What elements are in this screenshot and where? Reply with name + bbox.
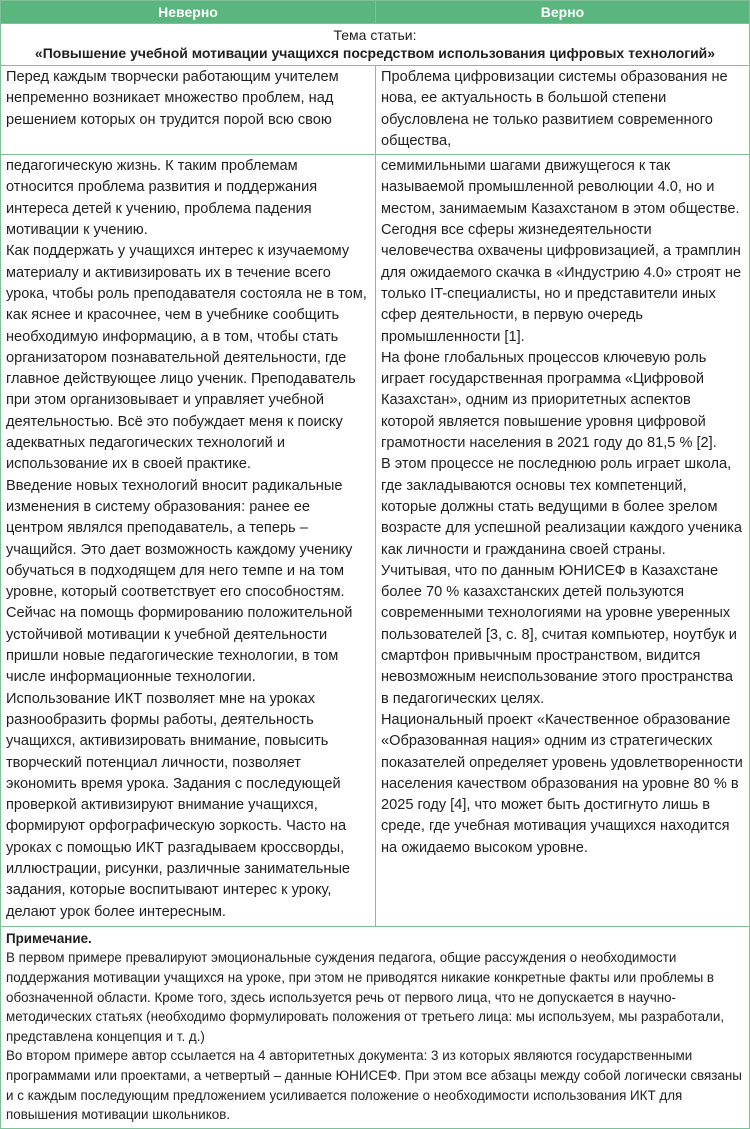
wrong-paragraph: педагогическую жизнь. К таким проблемам относится проблема развития и поддержания интереса детей к учению, проблема падения мотивации к учению. — [6, 158, 318, 239]
right-paragraph: Национальный проект «Качественное образование «Образованная нация» одним из стратегических показателей определяет уровень удовлетворенности населения качеством образования на уровне 80 % в 2025 году [4], что может быть достигнуто лишь в среде, где учебная мотивация учащихся находится на ожидаемо высоком уровне. — [381, 711, 743, 856]
wrong-paragraph: Сейчас на помощь формированию положительной устойчивой мотивации к учебной деятельности пришли новые педагогические технологии, в том числе информационные технологии. — [6, 605, 353, 686]
topic-title: «Повышение учебной мотивации учащихся посредством использования цифровых технологий» — [34, 45, 716, 61]
note-paragraph: Во втором примере автор ссылается на 4 авторитетных документа: 3 из которых являются государственными программами или проектами, а четвертый – данные ЮНИСЕФ. При этом все абзацы между собой логически связаны и с каждым последующим предложением усиливается положение о необходимости использования ИКТ для повышения мотивации школьников. — [6, 1048, 742, 1123]
header-row — [1, 1, 750, 24]
body-wrong — [1, 155, 376, 927]
wrong-paragraph: Как поддержать у учащихся интерес к изучаемому материалу и активизировать их в течение всего урока, чтобы роль преподавателя состояла не в том, как яснее и красочнее, чем в учебнике сообщить необходимую информацию, а в том, чтобы стать организатором познавательной деятельности, где главное действующее лицо ученик. Преподаватель при этом организовывает и управляет учебной деятельностью. Всё это побуждает меня к поиску адекватных педагогических технологий и использование их в своей практике. — [6, 243, 367, 473]
header-right: Верно — [376, 1, 750, 24]
intro-wrong: Перед каждым творчески работающим учителем непременно возникает множество проблем, над решением которых он трудится порой всю свою — [1, 66, 376, 155]
right-paragraph: семимильными шагами движущегося к так называемой промышленной революции 4.0, но и местом, занимаемым Казахстаном в этом обществе. — [381, 158, 740, 217]
right-paragraph: В этом процессе не последнюю роль играет школа, где закладываются основы тех компетенций, которые должны стать ведущими в более зрелом возрасте для успешной реализации каждого ученика как личности и гражданина своей страны. — [381, 456, 742, 558]
note-row — [1, 926, 750, 1128]
wrong-paragraph: Введение новых технологий вносит радикальные изменения в систему образования: ранее ее центром являлся преподаватель, а теперь – учащийся. Это дает возможность каждому ученику обучаться в подходящем для него темпе и на том уровне, который соответствует его способностям. — [6, 477, 353, 601]
intro-row — [1, 66, 750, 155]
body-right — [376, 155, 750, 927]
wrong-paragraph: Использование ИКТ позволяет мне на уроках разнообразить формы работы, деятельность учащихся, активизировать внимание, повысить творческий потенциал личности, позволяет экономить время урока. Задания с последующей проверкой активизируют внимание учащихся, формируют орфографическую зоркость. Часто на уроках с помощью ИКТ разгадываем кроссворды, иллюстрации, рисунки, различные занимательные задания, которые воспитывают интерес к уроку, делают урок более интересным. — [6, 690, 351, 920]
right-paragraph: Учитывая, что по данным ЮНИСЕФ в Казахстане более 70 % казахстанских детей пользуются современными технологиями на уровне уверенных пользователей [3, с. 8], считая компьютер, ноутбук и смартфон привычным пространством, видится невозможным неиспользование этого пространства в педагогических целях. — [381, 562, 737, 707]
topic-label: Тема статьи: — [333, 27, 417, 43]
body-row — [1, 155, 750, 927]
topic-row — [1, 24, 750, 66]
note-cell — [1, 926, 750, 1128]
right-paragraph: На фоне глобальных процессов ключевую роль играет государственная программа «Цифровой Казахстан», одним из приоритетных аспектов которой является повышение уровня цифровой грамотности населения в 2021 году до 81,5 % [2]. — [381, 349, 717, 452]
intro-right: Проблема цифровизации системы образования не нова, ее актуальность в большой степени обусловлена не только развитием современного общества, — [376, 66, 750, 155]
note-label: Примечание. — [6, 930, 92, 946]
right-paragraph: Сегодня все сферы жизнедеятельности человечества охвачены цифровизацией, а трамплин для ожидаемого скачка в «Индустрию 4.0» строят не только IT-специалисты, но и представители иных сфер деятельности, в первую очередь промышленности [1]. — [381, 222, 742, 345]
topic-cell — [1, 24, 750, 66]
note-paragraph: В первом примере превалируют эмоциональные суждения педагога, общие рассуждения о необходимости поддержания мотивации учащихся на уроке, при этом не приводятся никакие конкретные факты или проблемы в обозначенной области. Кроме того, здесь используется речь от первого лица, что не допускается в научно-методических статьях (необходимо формулировать положения от третьего лица: мы используем, мы разработали, представлена концепция и т. д.) — [6, 950, 725, 1044]
header-wrong: Неверно — [1, 1, 376, 24]
